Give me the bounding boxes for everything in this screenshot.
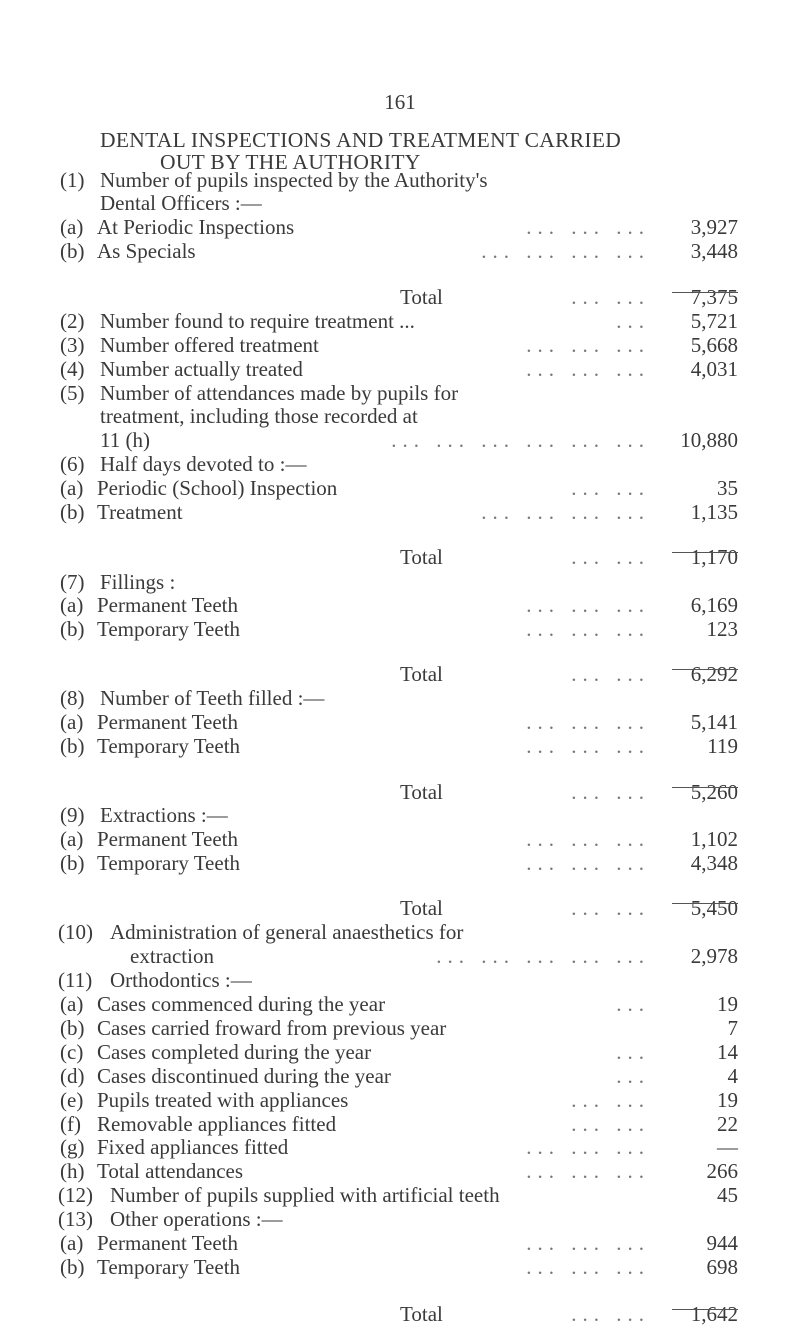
item-label: Total [400,780,443,804]
item-number: (b) [60,851,85,875]
item-number: (b) [60,500,85,524]
item-label: Temporary Teeth [97,1255,241,1279]
item-label: Permanent Teeth [97,1231,239,1255]
item-number: (a) [60,827,84,851]
item-value: 3,448 [690,239,738,263]
item-value: 3,927 [690,215,738,239]
item-value: 1,170 [690,545,738,569]
total-rule [672,1309,738,1310]
item-value: 5,450 [690,896,738,920]
table-row [0,1016,800,1042]
item-number: (10) [58,920,93,944]
leader-dots: ... ... ... [526,1231,650,1255]
item-number: (13) [58,1207,93,1231]
leader-dots: ... ... [571,285,650,309]
item-label: Number of Teeth filled :— [100,686,325,710]
item-value: 19 [717,1088,738,1112]
item-value: 7 [727,1016,738,1040]
table-row [0,803,800,829]
item-number: (1) [60,168,85,192]
item-value: 10,880 [680,428,738,452]
leader-dots: ... [616,992,650,1016]
table-row [0,710,800,736]
item-label: Number of pupils supplied with artificial teeth [110,1183,500,1207]
item-number: (4) [60,357,85,381]
item-number: (f) [60,1112,81,1136]
page-number: 161 [384,90,416,114]
title-line-1: DENTAL INSPECTIONS AND TREATMENT CARRIED [100,128,622,152]
table-row [0,333,800,359]
item-value: 5,141 [690,710,738,734]
table-row [0,1207,800,1233]
table-row [0,944,800,970]
item-label: Temporary Teeth [97,851,241,875]
leader-dots: ... ... [571,1088,650,1112]
leader-dots: ... [616,1040,650,1064]
table-row [0,593,800,619]
total-row [0,662,800,688]
item-label: Total [400,662,443,686]
leader-dots: ... ... [571,545,650,569]
item-value: 7,375 [690,285,738,309]
leader-dots: ... ... ... [526,357,650,381]
item-number: (12) [58,1183,93,1207]
item-label: Periodic (School) Inspection [97,476,338,500]
item-value: 22 [717,1112,738,1136]
item-label: Fillings : [100,570,176,594]
table-row [0,1231,800,1257]
total-row [0,1302,800,1328]
leader-dots: ... [616,309,650,333]
item-label: Administration of general anaesthetics for [110,920,464,944]
item-label: Other operations :— [110,1207,283,1231]
item-number: (e) [60,1088,84,1112]
total-rule [672,669,738,670]
table-row [0,734,800,760]
leader-dots: ... ... ... ... [481,239,650,263]
item-number: (a) [60,710,84,734]
total-rule [672,787,738,788]
item-number: (a) [60,215,84,239]
item-label: Dental Officers :— [100,191,262,215]
leader-dots: ... ... [571,780,650,804]
item-label: Removable appliances fitted [97,1112,337,1136]
item-label: Half days devoted to :— [100,452,307,476]
item-value: 6,292 [690,662,738,686]
item-number: (b) [60,1255,85,1279]
table-row [0,1088,800,1114]
leader-dots: ... ... ... ... [481,500,650,524]
leader-dots: ... ... ... [526,734,650,758]
leader-dots: ... ... ... [526,710,650,734]
leader-dots: ... ... [571,1112,650,1136]
item-label: Temporary Teeth [97,617,241,641]
table-row [0,851,800,877]
item-label: Cases commenced during the year [97,992,386,1016]
total-rule [672,292,738,293]
title-line-2: OUT BY THE AUTHORITY [160,150,421,174]
item-label: Number found to require treatment ... [100,309,415,333]
table-row [0,1135,800,1161]
item-label: Cases completed during the year [97,1040,372,1064]
leader-dots: ... ... ... [526,215,650,239]
item-number: (5) [60,381,85,405]
table-row [0,428,800,454]
leader-dots: ... ... ... [526,827,650,851]
item-label: Total [400,545,443,569]
item-value: 19 [717,992,738,1016]
leader-dots: ... ... ... [526,617,650,641]
item-number: (a) [60,593,84,617]
table-row [0,452,800,478]
item-value: 5,721 [690,309,738,333]
item-value: 35 [717,476,738,500]
item-value: 944 [706,1231,738,1255]
item-number: (d) [60,1064,85,1088]
item-number: (9) [60,803,85,827]
leader-dots: ... ... ... ... ... [436,944,650,968]
item-number: (8) [60,686,85,710]
item-value: 1,642 [690,1302,738,1326]
item-number: (c) [60,1040,84,1064]
table-row [0,992,800,1018]
item-number: (h) [60,1159,85,1183]
item-number: (b) [60,734,85,758]
leader-dots: ... ... ... [526,333,650,357]
item-label: Permanent Teeth [97,827,239,851]
item-value: 4,031 [690,357,738,381]
item-label: Orthodontics :— [110,968,252,992]
table-row [0,617,800,643]
item-value: — [717,1135,738,1159]
item-label: Total [400,896,443,920]
item-label: At Periodic Inspections [97,215,295,239]
item-value: 698 [706,1255,738,1279]
item-number: (b) [60,1016,85,1040]
leader-dots: ... [616,1064,650,1088]
item-number: (2) [60,309,85,333]
leader-dots: ... ... ... [526,1255,650,1279]
item-label: Cases carried froward from previous year [97,1016,447,1040]
item-value: 4 [727,1064,738,1088]
item-value: 1,135 [690,500,738,524]
item-label: Treatment [97,500,183,524]
item-label: Fixed appliances fitted [97,1135,289,1159]
item-label: 11 (h) [100,428,150,452]
item-label: Cases discontinued during the year [97,1064,391,1088]
total-rule [672,552,738,553]
item-label: Temporary Teeth [97,734,241,758]
table-row [0,309,800,335]
item-label: treatment, including those recorded at [100,404,418,428]
item-number: (a) [60,476,84,500]
item-number: (b) [60,239,85,263]
item-label: Number of attendances made by pupils for [100,381,459,405]
leader-dots: ... ... ... ... ... ... [391,428,650,452]
leader-dots: ... ... [571,896,650,920]
table-row [0,920,800,946]
table-row [0,191,800,217]
table-row [0,1183,800,1209]
table-row [0,500,800,526]
item-value: 5,668 [690,333,738,357]
item-value: 119 [707,734,738,758]
item-number: (a) [60,992,84,1016]
item-label: Number actually treated [100,357,303,381]
total-rule [672,903,738,904]
leader-dots: ... ... ... [526,593,650,617]
item-label: Number of pupils inspected by the Authority's [100,168,488,192]
table-row [0,827,800,853]
table-row [0,215,800,241]
leader-dots: ... ... ... [526,1159,650,1183]
item-label: Total [400,1302,443,1326]
item-value: 45 [717,1183,738,1207]
item-value: 4,348 [690,851,738,875]
table-row [0,1159,800,1185]
item-value: 1,102 [690,827,738,851]
item-number: (b) [60,617,85,641]
item-number: (6) [60,452,85,476]
table-row [0,1064,800,1090]
item-label: Permanent Teeth [97,593,239,617]
item-number: (g) [60,1135,85,1159]
item-value: 123 [706,617,738,641]
total-row [0,545,800,571]
leader-dots: ... ... ... [526,1135,650,1159]
item-number: (11) [58,968,93,992]
item-label: Permanent Teeth [97,710,239,734]
leader-dots: ... ... [571,662,650,686]
table-row [0,239,800,265]
item-label: Total attendances [97,1159,244,1183]
leader-dots: ... ... ... [526,851,650,875]
leader-dots: ... ... [571,1302,650,1326]
total-row [0,896,800,922]
item-value: 14 [717,1040,738,1064]
item-number: (a) [60,1231,84,1255]
table-row [0,686,800,712]
item-label: Pupils treated with appliances [97,1088,349,1112]
item-value: 2,978 [690,944,738,968]
item-label: Total [400,285,443,309]
table-row [0,968,800,994]
leader-dots: ... ... [571,476,650,500]
item-number: (7) [60,570,85,594]
item-label: Extractions :— [100,803,228,827]
item-number: (3) [60,333,85,357]
item-value: 6,169 [690,593,738,617]
item-label: Number offered treatment [100,333,319,357]
item-value: 266 [706,1159,738,1183]
table-row [0,404,800,430]
item-label: As Specials [97,239,196,263]
table-row [0,357,800,383]
item-value: 5,260 [690,780,738,804]
total-row [0,285,800,311]
item-label: extraction [130,944,214,968]
table-row [0,1255,800,1281]
table-row [0,1040,800,1066]
table-row [0,476,800,502]
